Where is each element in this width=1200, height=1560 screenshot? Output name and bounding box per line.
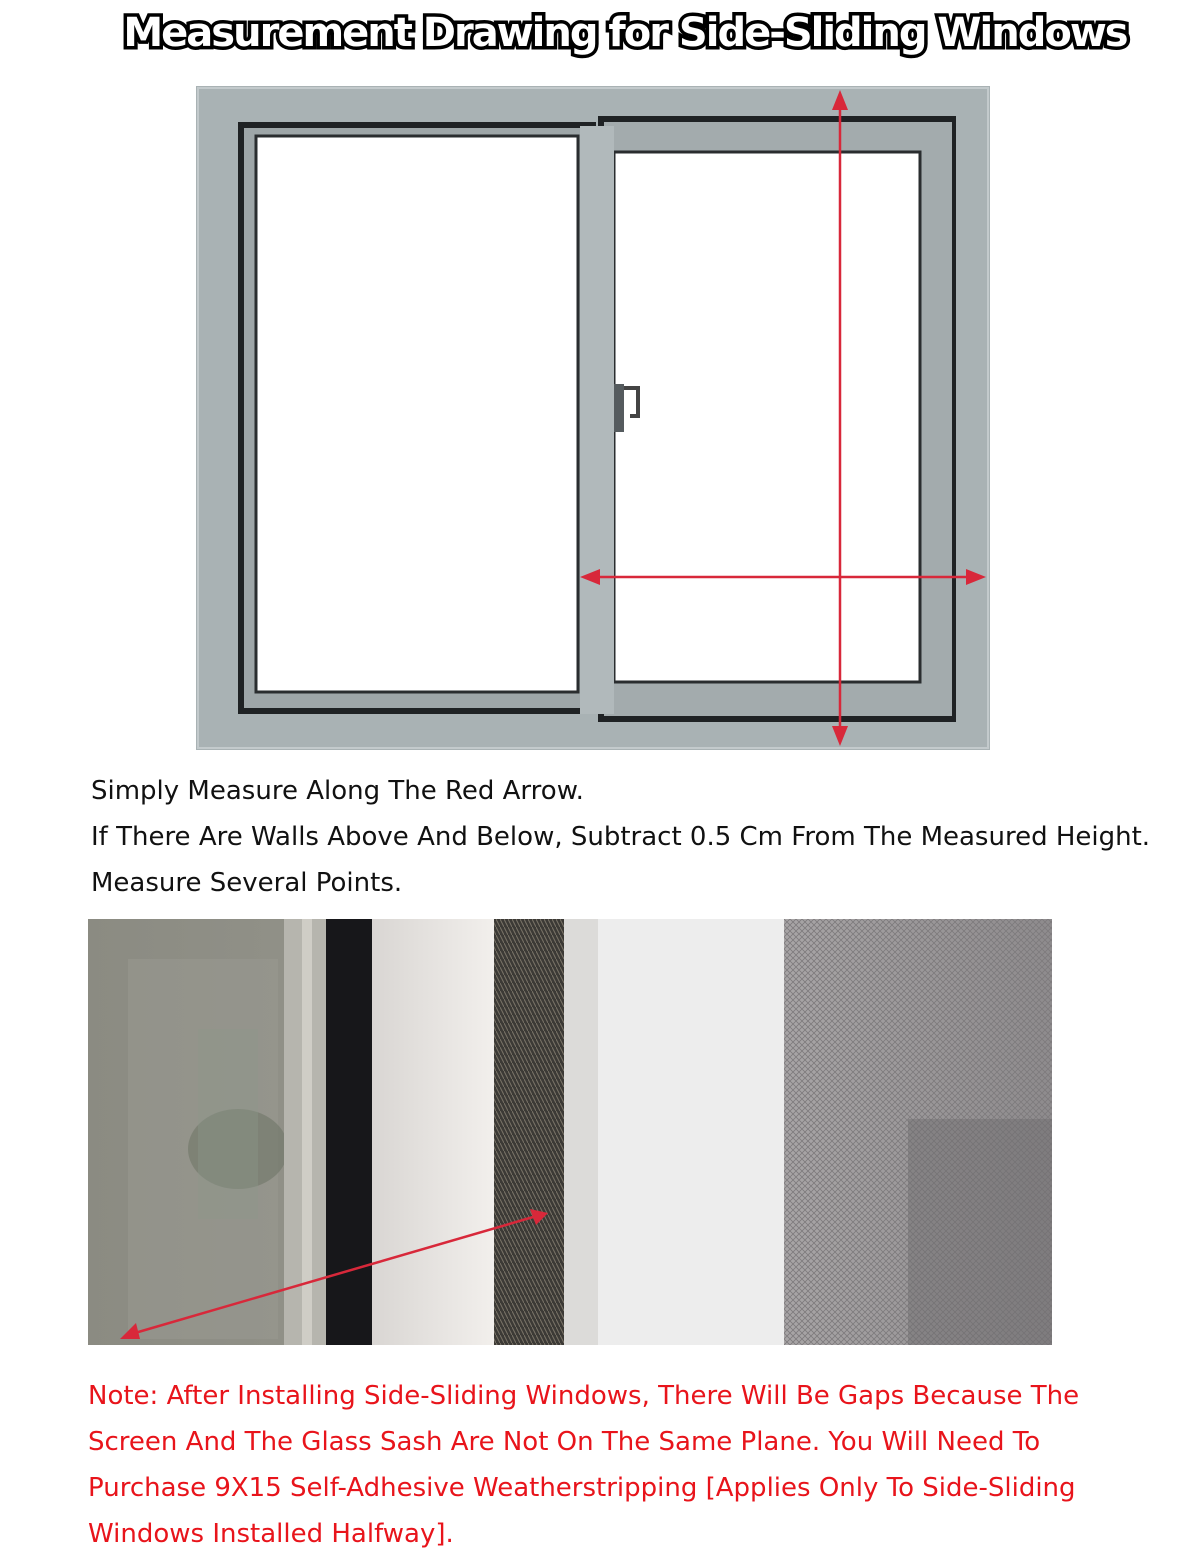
white-frame-strip (372, 919, 494, 1345)
dark-frame-strip (326, 919, 372, 1345)
measurement-instructions (91, 768, 1151, 906)
weatherstrip-gap-photo (88, 919, 1052, 1345)
sliding-window-illustration (196, 86, 990, 750)
weatherstrip-note: Note: After Installing Side-Sliding Windows, There Will Be Gaps Because The Screen And The Glass Sash Are Not On The Same Plane. You Will Need To Purchase 9X15 Self-Adhesive Weatherstripping [Applies Only To Side-Sliding Windows Installed Halfway]. (88, 1381, 1080, 1549)
brush-weatherstrip (494, 919, 564, 1345)
instruction-line-1: Simply Measure Along The Red Arrow. (91, 776, 584, 806)
instruction-line-2: If There Are Walls Above And Below, Subtract 0.5 Cm From The Measured Height. Measure Several Points. (91, 822, 1151, 898)
right-pane-glass (614, 152, 920, 682)
page-title: Measurement Drawing for Side-Sliding Windows (123, 10, 1127, 56)
left-pane-glass (256, 136, 578, 692)
